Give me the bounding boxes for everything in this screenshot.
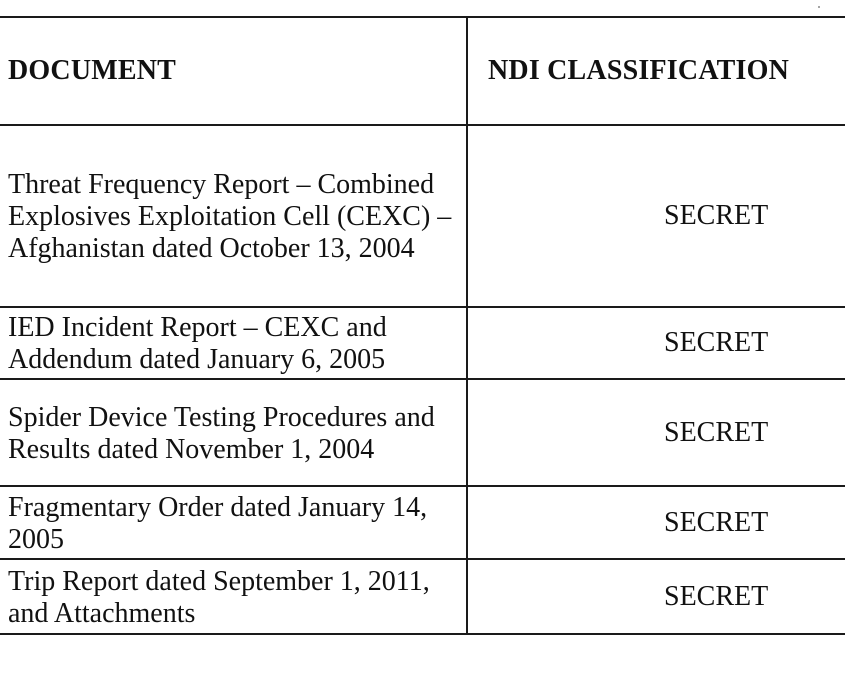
table-row [0, 486, 845, 559]
scan-speck [818, 6, 820, 8]
header-ndi-classification: NDI CLASSIFICATION [467, 17, 845, 125]
table-row [0, 307, 845, 379]
header-document: DOCUMENT [0, 17, 467, 125]
document-classification-table-container [0, 16, 845, 666]
table-row [0, 125, 845, 307]
document-cell: Threat Frequency Report – Combined Explosives Exploitation Cell (CEXC) – Afghanistan dated October 13, 2004 [0, 125, 467, 307]
document-cell: IED Incident Report – CEXC and Addendum dated January 6, 2005 [0, 307, 467, 379]
table-row [0, 379, 845, 486]
classification-cell: SECRET [467, 307, 845, 379]
classification-cell: SECRET [467, 559, 845, 634]
classification-cell: SECRET [467, 486, 845, 559]
classification-cell: SECRET [467, 125, 845, 307]
document-cell: Spider Device Testing Procedures and Results dated November 1, 2004 [0, 379, 467, 486]
table-header-row [0, 17, 845, 125]
document-cell: Trip Report dated September 1, 2011, and Attachments [0, 559, 467, 634]
document-classification-table [0, 16, 845, 635]
classification-cell: SECRET [467, 379, 845, 486]
table-row [0, 559, 845, 634]
document-cell: Fragmentary Order dated January 14, 2005 [0, 486, 467, 559]
